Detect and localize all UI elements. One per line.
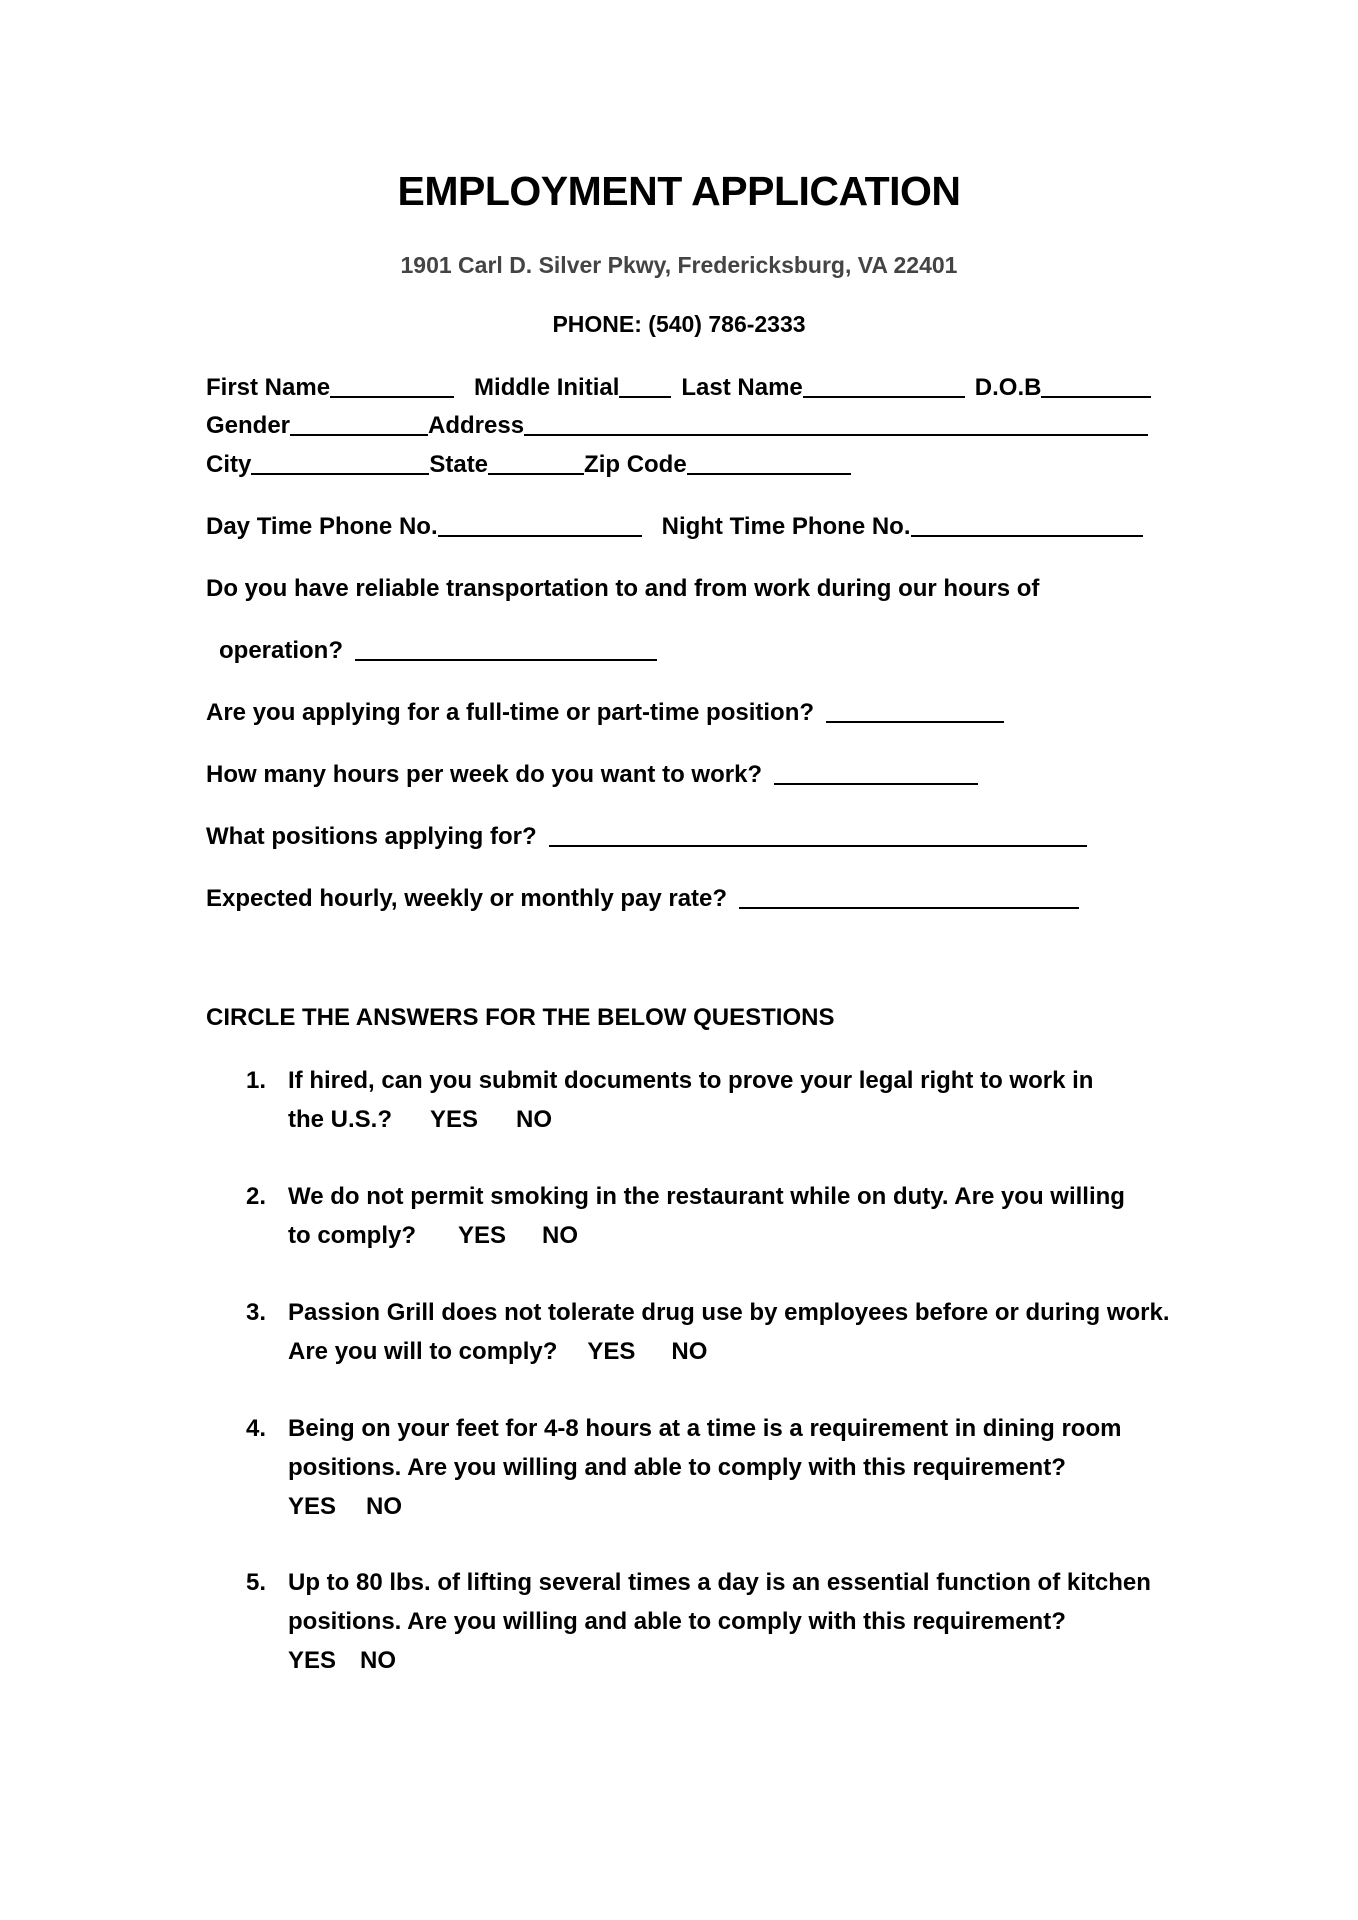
- phone-row: [206, 512, 1143, 542]
- zip-field[interactable]: [687, 451, 851, 475]
- question-text-line2: positions. Are you willing and able to comply with this requirement?: [288, 1454, 1066, 1481]
- question-text-line2: to comply?: [288, 1222, 417, 1249]
- positions-row: [206, 822, 1087, 852]
- day-phone-label: Day Time Phone No.: [206, 513, 438, 540]
- circle-question-2: [246, 1177, 1196, 1255]
- positions-label: What positions applying for?: [206, 823, 537, 850]
- first-name-field[interactable]: [330, 374, 454, 398]
- question-number: 5.: [246, 1569, 267, 1596]
- question-text-line1: Being on your feet for 4-8 hours at a time is a requirement in dining room: [288, 1415, 1122, 1442]
- last-name-label: Last Name: [681, 374, 803, 401]
- no-option[interactable]: NO: [360, 1647, 397, 1674]
- state-field[interactable]: [488, 451, 584, 475]
- business-phone: PHONE: (540) 786-2333: [552, 311, 806, 337]
- pay-rate-label: Expected hourly, weekly or monthly pay rate?: [206, 885, 728, 912]
- business-address: 1901 Carl D. Silver Pkwy, Fredericksburg, VA 22401: [400, 252, 958, 278]
- first-name-label: First Name: [206, 374, 331, 401]
- question-text-line2: positions. Are you willing and able to comply with this requirement?: [288, 1608, 1066, 1635]
- state-label: State: [429, 451, 489, 478]
- position-type-label: Are you applying for a full-time or part-time position?: [206, 699, 815, 726]
- position-type-field[interactable]: [826, 699, 1004, 723]
- question-text-line1: Up to 80 lbs. of lifting several times a day is an essential function of kitchen: [288, 1569, 1151, 1596]
- gender-field[interactable]: [290, 412, 428, 436]
- question-text-line2: the U.S.?: [288, 1106, 393, 1133]
- pay-rate-field[interactable]: [739, 885, 1079, 909]
- question-number: 4.: [246, 1415, 267, 1442]
- no-option[interactable]: NO: [366, 1493, 403, 1520]
- question-number: 1.: [246, 1067, 267, 1094]
- yes-option[interactable]: YES: [587, 1338, 636, 1365]
- circle-question-1: [246, 1061, 1196, 1139]
- position-type-row: [206, 698, 1004, 728]
- dob-field[interactable]: [1041, 374, 1151, 398]
- middle-initial-field[interactable]: [619, 374, 671, 398]
- hours-label: How many hours per week do you want to work?: [206, 761, 763, 788]
- no-option[interactable]: NO: [671, 1338, 708, 1365]
- circle-question-3: [246, 1293, 1196, 1371]
- middle-initial-label: Middle Initial: [474, 374, 620, 401]
- question-text-line1: We do not permit smoking in the restaurant while on duty. Are you willing: [288, 1183, 1125, 1210]
- positions-field[interactable]: [549, 823, 1087, 847]
- yes-option[interactable]: YES: [430, 1106, 479, 1133]
- yes-option[interactable]: YES: [288, 1493, 337, 1520]
- no-option[interactable]: NO: [542, 1222, 579, 1249]
- question-text-line2: Are you will to comply?: [288, 1338, 558, 1365]
- hours-field[interactable]: [774, 761, 978, 785]
- transportation-question: Do you have reliable transportation to and from work during our hours of: [206, 575, 1040, 602]
- question-text-line1: Passion Grill does not tolerate drug use by employees before or during work.: [288, 1299, 1170, 1326]
- circle-section-heading: CIRCLE THE ANSWERS FOR THE BELOW QUESTIONS: [206, 1004, 835, 1031]
- question-text-line1: If hired, can you submit documents to prove your legal right to work in: [288, 1067, 1094, 1094]
- city-label: City: [206, 451, 252, 478]
- city-field[interactable]: [251, 451, 429, 475]
- yes-option[interactable]: YES: [458, 1222, 507, 1249]
- question-number: 3.: [246, 1299, 267, 1326]
- circle-question-4: [246, 1409, 1196, 1526]
- question-number: 2.: [246, 1183, 267, 1210]
- pay-rate-row: [206, 884, 1079, 914]
- page-title: EMPLOYMENT APPLICATION: [397, 168, 961, 214]
- address-label: Address: [428, 412, 525, 439]
- day-phone-field[interactable]: [438, 513, 642, 537]
- transportation-label: operation?: [219, 637, 343, 664]
- yes-option[interactable]: YES: [288, 1647, 337, 1674]
- city-state-zip-row: [206, 450, 851, 480]
- last-name-field[interactable]: [803, 374, 965, 398]
- hours-row: [206, 760, 978, 790]
- no-option[interactable]: NO: [516, 1106, 553, 1133]
- circle-question-5: [246, 1563, 1196, 1680]
- transportation-answer-row: [219, 636, 657, 666]
- transportation-field[interactable]: [355, 637, 657, 661]
- dob-label: D.O.B: [974, 374, 1042, 401]
- night-phone-field[interactable]: [911, 513, 1143, 537]
- gender-address-row: [206, 411, 1148, 441]
- night-phone-label: Night Time Phone No.: [661, 513, 911, 540]
- address-field[interactable]: [524, 412, 1148, 436]
- zip-label: Zip Code: [584, 451, 687, 478]
- gender-label: Gender: [206, 412, 291, 439]
- name-row: [206, 373, 1151, 403]
